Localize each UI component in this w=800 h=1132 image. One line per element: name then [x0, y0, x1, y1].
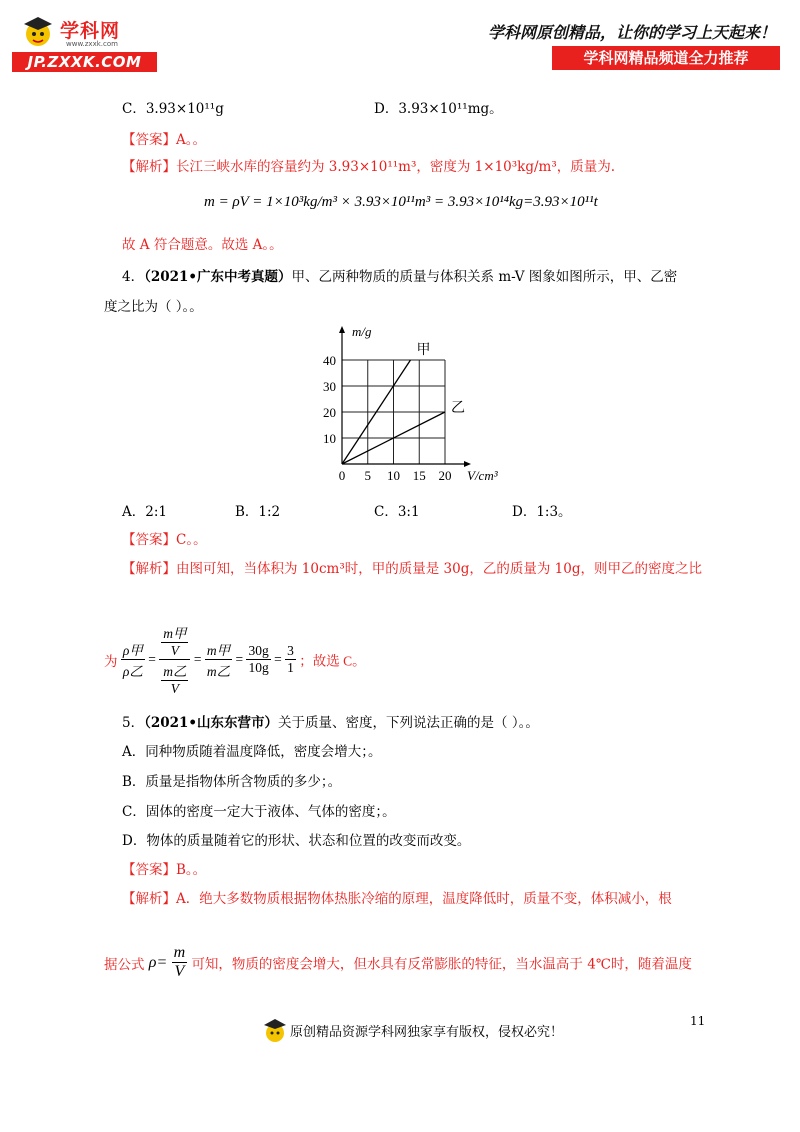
q4-answer-tag: 【答案】 — [122, 532, 176, 548]
x-axis-label: V/cm³ — [467, 468, 498, 483]
q5-v: V — [174, 963, 185, 980]
q5-stem-line — [122, 714, 539, 732]
q5-analysis-line2 — [104, 944, 692, 981]
q4-stem: 甲、乙两种物质的质量与体积关系 m-V 图象如图所示，甲、乙密 — [291, 269, 678, 285]
logo-text: 学科网 — [60, 20, 121, 42]
q4-option-d: D．1:3。 — [512, 504, 572, 520]
x-axis-arrow — [464, 461, 471, 467]
answer-line — [122, 131, 206, 149]
ratio-prefix: 为 — [104, 653, 118, 669]
q4-option-b: B．1:2 — [235, 504, 281, 520]
value-30g: 30g — [248, 643, 269, 658]
compound-ratio — [159, 622, 190, 697]
y-tick-label: 10 — [323, 431, 336, 446]
q5-m-over-v — [172, 944, 188, 981]
y-axis-label: m/g — [352, 324, 372, 339]
analysis-text: 长江三峡水库的容量约为 3.93×10¹¹m³，密度为 1×10³kg/m³，质量为. — [176, 159, 616, 175]
q4-source: （2021•广东中考真题） — [144, 269, 292, 285]
x-tick-label: 5 — [364, 468, 371, 483]
q5-analysis-line1 — [122, 890, 672, 908]
logo-subtext: www.zxxk.com — [66, 40, 118, 48]
q5-analysis-tag: 【解析】 — [122, 891, 176, 907]
logo-url[interactable]: JP.ZXXK.COM — [12, 52, 157, 72]
ratio-suffix: ；故选 C。 — [299, 653, 366, 669]
y-tick-label: 20 — [323, 405, 336, 420]
series-label: 乙 — [451, 400, 465, 416]
answer-value: A。。 — [176, 132, 206, 148]
mv-chart — [305, 322, 525, 494]
option-c: C．3.93×10¹¹g — [122, 101, 224, 117]
q4-number: 4． — [122, 269, 145, 285]
q5-number: 5． — [122, 715, 145, 731]
q5-rho-eq: ρ= — [148, 953, 168, 971]
q4-answer-value: C。。 — [176, 532, 207, 548]
v-bottom: V — [170, 681, 179, 696]
y-tick-label: 30 — [323, 379, 336, 394]
m-jia: m甲 — [161, 622, 188, 643]
analysis-line — [122, 158, 615, 176]
conclusion-line: 故 A 符合题意。故选 A。。 — [122, 237, 283, 253]
q4-option-c: C．3:1 — [374, 504, 420, 520]
rho-jia: ρ甲 — [121, 639, 145, 660]
q5-answer-tag: 【答案】 — [122, 862, 176, 878]
q4-density-ratio: 为 $\frac{\text{ρ甲}}{\text{ρ乙}}$ = $\frac{\frac{\text{m甲}}{V}}{\frac{\text{m乙}}{V}}$ = $\frac{\text{m甲}}{\text{m乙}}$ = $\frac{30g}{10g}$ = $\frac{3}{1}$ ；故选 C。 — [104, 622, 366, 697]
y-axis-arrow — [339, 326, 345, 333]
analysis-tag: 【解析】 — [122, 159, 176, 175]
mass-yi: m乙 — [206, 664, 231, 679]
q5-m: m — [173, 944, 186, 961]
chart-labels — [323, 324, 499, 483]
q4-option-a: A．2:1 — [122, 504, 167, 520]
header-slogan: 学科网原创精品，让你的学习上天起来！ — [487, 23, 776, 42]
q4-analysis-text: 由图可知，当体积为 10cm³时，甲的质量是 30g，乙的质量为 10g，则甲乙的密度之比 — [176, 561, 702, 577]
q5-answer-line — [122, 861, 206, 879]
x-tick-label: 0 — [338, 468, 346, 483]
x-tick-label: 20 — [438, 468, 452, 483]
q4-stem-line1 — [122, 268, 677, 286]
result-ratio — [285, 643, 296, 676]
q4-analysis-tag: 【解析】 — [122, 561, 176, 577]
value-ratio — [246, 643, 270, 676]
channel-banner[interactable]: 学科网精品频道全力推荐 — [552, 46, 780, 70]
rho-yi: ρ乙 — [122, 664, 143, 679]
y-tick-label: 40 — [323, 353, 336, 368]
answer-tag: 【答案】 — [122, 132, 176, 148]
footer-mascot-icon — [262, 1016, 288, 1046]
option-d: D．3.93×10¹¹mg。 — [374, 101, 503, 117]
chart-grid — [342, 360, 445, 464]
q5-analysis-prefix: 据公式 — [104, 956, 145, 973]
value-10g: 10g — [248, 660, 269, 675]
q5-option-b: B．质量是指物体所含物质的多少；。 — [122, 774, 342, 790]
x-tick-label: 15 — [412, 468, 426, 483]
q5-analysis-suffix: 可知，物质的密度会增大，但水具有反常膨胀的特征，当水温高于 4℃时，随着温度 — [191, 956, 692, 973]
q5-option-a: A．同种物质随着温度降低，密度会增大；。 — [122, 744, 382, 760]
chart-axes — [339, 326, 471, 467]
q5-option-d: D．物体的质量随着它的形状、状态和位置的改变而改变。 — [122, 833, 471, 849]
mass-jia: m甲 — [205, 639, 232, 660]
q5-source: （2021•山东东营市） — [144, 715, 279, 731]
series-label: 甲 — [416, 342, 431, 358]
q4-answer-line — [122, 531, 207, 549]
page-number: 11 — [690, 1014, 706, 1028]
q4-stem-line2: 度之比为（ ）。。 — [104, 299, 203, 315]
q5-analysis-text1: A．绝大多数物质根据物体热胀冷缩的原理，温度降低时，质量不变，体积减小，根 — [176, 891, 672, 907]
q5-answer-value: B。。 — [176, 862, 207, 878]
mass-ratio — [205, 639, 232, 680]
mascot-icon — [20, 14, 56, 50]
v-top: V — [170, 643, 179, 658]
density-formula: m = ρV = 1×10³kg/m³ × 3.93×10¹¹m³ = 3.93×10¹⁴kg=3.93×10¹¹t — [204, 194, 598, 210]
rho-ratio — [121, 639, 145, 680]
m-yi: m乙 — [161, 660, 188, 681]
q5-stem: 关于质量、密度，下列说法正确的是（ ）。。 — [278, 715, 539, 731]
result-1: 1 — [287, 660, 294, 675]
footer-copyright: 原创精品资源学科网独家享有版权，侵权必究！ — [290, 1025, 564, 1040]
q4-analysis-line — [122, 560, 702, 578]
result-3: 3 — [287, 643, 294, 658]
x-tick-label: 10 — [387, 468, 400, 483]
q5-option-c: C．固体的密度一定大于液体、气体的密度；。 — [122, 804, 396, 820]
